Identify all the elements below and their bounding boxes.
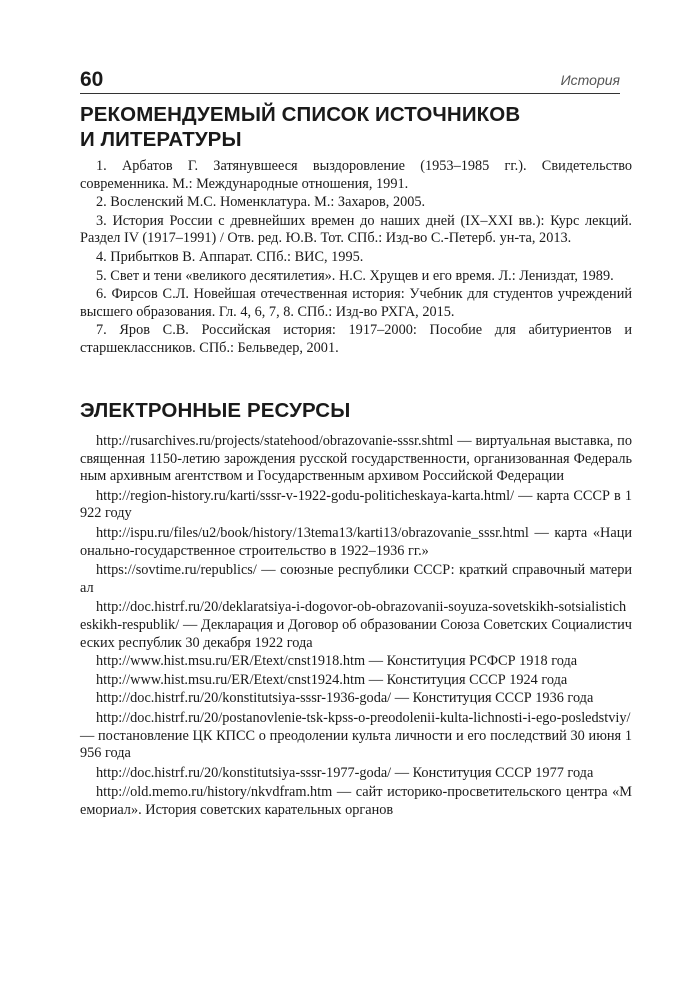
resource-item: http://doc.histrf.ru/20/konstitutsiya-sssr-1936-goda/ — Конституция СССР 1936 года	[96, 690, 594, 707]
resource-item: http://www.hist.msu.ru/ER/Etext/cnst1924.htm — Конституция СССР 1924 года	[96, 671, 568, 688]
resource-item: http://doc.histrf.ru/20/postanovlenie-tsk-kpss-o-preodolenii-kulta-lichnosti-i-ego-posledstviy/ — постановление ЦК КПСС о преодолении культа личности и его последствий 30 июня 1956 года	[80, 709, 632, 762]
electronic-resources-list	[80, 433, 632, 820]
reference-item: 2. Восленский М.С. Номенклатура. М.: Захаров, 2005.	[96, 194, 426, 211]
running-title: История	[560, 72, 620, 88]
references-heading-line1: РЕКОМЕНДУЕМЫЙ СПИСОК ИСТОЧНИКОВ	[80, 103, 521, 126]
references-list	[80, 158, 632, 359]
resource-item: http://old.memo.ru/history/nkvdfram.htm — сайт историко-просветительского центра «Мемориал». История советских карательных органов	[80, 784, 632, 818]
reference-item: 7. Яров С.В. Российская история: 1917–2000: Пособие для абитуриентов и старшеклассников. СПб.: Бельведер, 2001.	[80, 322, 632, 356]
resource-item: http://rusarchives.ru/projects/statehood/obrazovanie-sssr.shtml — виртуальная выставка, посвященная 1150-летию зарождения русской государственности, организованная Федеральным архивным агентством и Государственным архивом Российской Федерации	[80, 433, 632, 485]
reference-item: 6. Фирсов С.Л. Новейшая отечественная история: Учебник для студентов учреждений высшего образования. Гл. 4, 6, 7, 8. СПб.: Изд-во РХГА, 2015.	[80, 286, 632, 320]
page-header	[80, 66, 620, 98]
page-number: 60	[80, 68, 104, 91]
reference-item: 1. Арбатов Г. Затянувшееся выздоровление (1953–1985 гг.). Свидетельство современника. М.: Международные отношения, 1991.	[80, 158, 632, 192]
reference-item: 5. Свет и тени «великого десятилетия». Н.С. Хрущев и его время. Л.: Лениздат, 1989.	[96, 267, 614, 284]
reference-item: 3. История России с древнейших времен до наших дней (IX–XXI вв.): Курс лекций. Раздел IV (1917–1991) / Отв. ред. Ю.В. Тот. СПб.: Изд-во С.-Петерб. ун-та, 2013.	[80, 212, 632, 247]
resource-item: http://www.hist.msu.ru/ER/Etext/cnst1918.htm — Конституция РСФСР 1918 года	[96, 653, 578, 670]
reference-item: 4. Прибытков В. Аппарат. СПб.: ВИС, 1995.	[96, 248, 364, 265]
electronic-resources-heading: ЭЛЕКТРОННЫЕ РЕСУРСЫ	[80, 399, 351, 422]
resource-item: http://ispu.ru/files/u2/book/history/13tema13/karti13/obrazovanie_sssr.html — карта «Национально-государственное строительство в 1922–1936 гг.»	[80, 524, 632, 559]
resource-item: http://doc.histrf.ru/20/deklaratsiya-i-dogovor-ob-obrazovanii-soyuza-sovetskikh-sotsialisticheskikh-respublik/ — Декларация и Договор об образовании Союза Советских Социалистических республик 30 декабря 1922 года	[80, 599, 632, 651]
references-heading	[80, 102, 620, 152]
header-rule	[80, 93, 620, 94]
resource-item: http://doc.histrf.ru/20/konstitutsiya-sssr-1977-goda/ — Конституция СССР 1977 года	[96, 764, 594, 781]
resource-item: http://region-history.ru/karti/sssr-v-1922-godu-politicheskaya-karta.html/ — карта СССР в 1922 году	[80, 487, 632, 522]
resource-item: https://sovtime.ru/republics/ — союзные республики СССР: краткий справочный материал	[80, 562, 632, 596]
references-heading-line2: И ЛИТЕРАТУРЫ	[80, 128, 242, 151]
